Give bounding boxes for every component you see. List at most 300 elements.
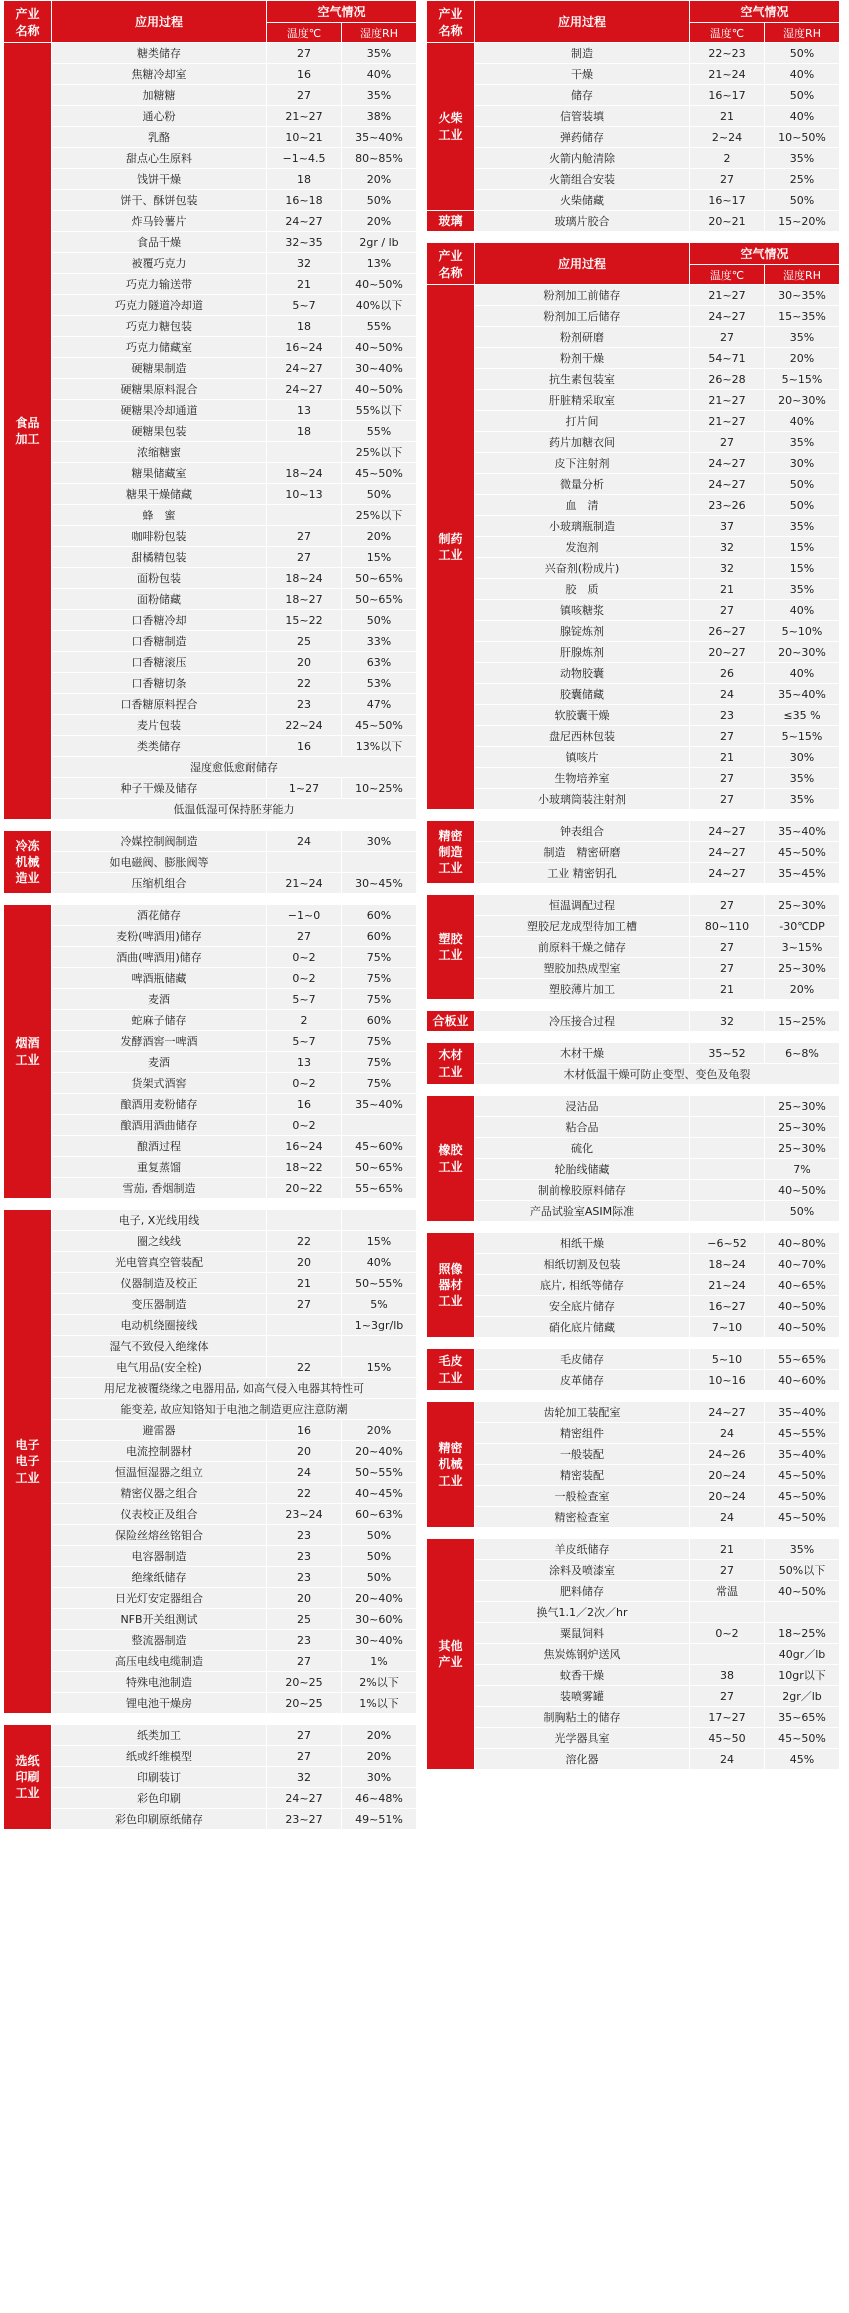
rh-cell: 50% [765,474,840,495]
temp-cell: 27 [267,926,342,947]
table-row [4,379,417,400]
industry-label: 火柴 工业 [427,43,475,211]
table-row [4,673,417,694]
table-row [427,1560,840,1581]
temp-cell: 23 [267,1525,342,1546]
rh-cell: 35~40% [342,127,417,148]
temp-cell [690,1096,765,1117]
rh-cell: 1%以下 [342,1693,417,1714]
process-cell: 酒花储存 [52,905,267,926]
process-cell: 食品干燥 [52,232,267,253]
table-row [427,1317,840,1338]
table-row [427,1465,840,1486]
temp-cell: 0~2 [267,1115,342,1136]
rh-cell: 40~50% [765,1317,840,1338]
process-cell: 咖啡粉包装 [52,526,267,547]
header-air: 空气情况 [690,1,840,23]
temp-cell: 27 [690,789,765,810]
process-cell: 甜点心生原料 [52,148,267,169]
process-cell: 一般检查室 [475,1486,690,1507]
rh-cell: 45~50% [765,1465,840,1486]
rh-cell: 50% [342,1567,417,1588]
table-row [4,1115,417,1136]
table-row [4,148,417,169]
process-cell: 塑胶薄片加工 [475,979,690,1000]
rh-cell: 40~50% [342,337,417,358]
temp-cell: 22 [267,673,342,694]
temp-cell: 21 [267,274,342,295]
table-row [427,1686,840,1707]
temp-cell: 13 [267,400,342,421]
process-cell: 硬糖果包装 [52,421,267,442]
temp-cell: 0~2 [267,1073,342,1094]
process-cell: 纸或纤维模型 [52,1746,267,1767]
temp-cell: 26 [690,663,765,684]
process-cell: 锂电池干燥房 [52,1693,267,1714]
rh-cell: 25% [765,169,840,190]
temp-cell: 27 [267,526,342,547]
rh-cell: -30℃DP [765,916,840,937]
table-row [427,1096,840,1117]
process-cell: 制造 精密研磨 [475,842,690,863]
temp-cell: 20 [267,1588,342,1609]
table-row [427,327,840,348]
rh-cell: 1% [342,1651,417,1672]
table-row [4,85,417,106]
temp-cell: 21~27 [690,285,765,306]
temp-cell: 13 [267,1052,342,1073]
rh-cell: 47% [342,694,417,715]
process-cell: 焦炭炼钢炉送风 [475,1644,690,1665]
temp-cell [690,1180,765,1201]
table-row [427,579,840,600]
rh-cell: 49~51% [342,1809,417,1830]
table-row [4,1462,417,1483]
table-row [427,1644,840,1665]
temp-cell: 24~27 [690,453,765,474]
rh-cell: 30% [765,747,840,768]
process-cell: NFB开关组测试 [52,1609,267,1630]
temp-cell: 2 [690,148,765,169]
temp-cell: 45~50 [690,1728,765,1749]
temp-cell: 20~27 [690,642,765,663]
process-cell: 酿酒过程 [52,1136,267,1157]
table-row [427,1749,840,1770]
temp-cell: 16 [267,64,342,85]
temp-cell: 25 [267,1609,342,1630]
temp-cell: 54~71 [690,348,765,369]
rh-cell: 30% [342,831,417,852]
process-cell: 恒温调配过程 [475,895,690,916]
rh-cell: 20% [342,211,417,232]
temp-cell: 16 [267,1420,342,1441]
header-air: 空气情况 [690,243,840,265]
temp-cell: 23 [267,1567,342,1588]
table-row [4,316,417,337]
table-row [4,1336,417,1357]
header-industry: 产业 名称 [427,243,475,285]
temp-cell: 23 [267,694,342,715]
process-cell: 压缩机组合 [52,873,267,894]
table-row [4,1210,417,1231]
temp-cell: 常温 [690,1581,765,1602]
table-row [4,852,417,873]
process-cell: 彩色印刷 [52,1788,267,1809]
process-cell: 玻璃片胶合 [475,211,690,232]
table-row [4,1031,417,1052]
temp-cell: 16~24 [267,1136,342,1157]
table-row [427,1296,840,1317]
temp-cell: 5~7 [267,295,342,316]
rh-cell: 20% [342,1746,417,1767]
rh-cell: 15% [342,1231,417,1252]
temp-cell: 27 [267,85,342,106]
temp-cell: 10~16 [690,1370,765,1391]
process-cell: 酿酒用麦粉储存 [52,1094,267,1115]
temp-cell [267,442,342,463]
table-row-full [4,757,417,778]
table-row [4,1294,417,1315]
rh-cell: 30~40% [342,1630,417,1651]
process-cell: 轮胎线储藏 [475,1159,690,1180]
process-cell: 发泡剂 [475,537,690,558]
table-row [4,1809,417,1830]
table-row [4,1672,417,1693]
process-cell: 纸类加工 [52,1725,267,1746]
table-row [4,1546,417,1567]
table-row [4,127,417,148]
industry-table [426,1538,840,1770]
industry-label: 其他 产业 [427,1539,475,1770]
temp-cell [267,1315,342,1336]
process-cell: 电流控制器材 [52,1441,267,1462]
temp-cell: 23~24 [267,1504,342,1525]
process-cell: 高压电线电缆制造 [52,1651,267,1672]
rh-cell: 40% [342,64,417,85]
table-row [4,547,417,568]
table-row [4,1567,417,1588]
industry-label: 照像 器材 工业 [427,1233,475,1338]
header-temp: 温度℃ [690,265,765,285]
temp-cell: 27 [690,937,765,958]
process-cell: 糖果储藏室 [52,463,267,484]
rh-cell: 40%以下 [342,295,417,316]
rh-cell: 7% [765,1159,840,1180]
industry-label: 毛皮 工业 [427,1349,475,1391]
rh-cell: 35% [765,516,840,537]
table-row [4,400,417,421]
process-cell: 粘合品 [475,1117,690,1138]
table-row [4,484,417,505]
rh-cell: 45~50% [342,715,417,736]
process-cell: 钟表组合 [475,821,690,842]
table-row [427,1043,840,1064]
rh-cell: 75% [342,1073,417,1094]
header-rh: 湿度RH [765,23,840,43]
temp-cell: 18 [267,421,342,442]
industry-label: 食品 加工 [4,43,52,820]
process-cell: 一般装配 [475,1444,690,1465]
table-row [4,526,417,547]
rh-cell: 13%以下 [342,736,417,757]
temp-cell: 2 [267,1010,342,1031]
rh-cell: 25%以下 [342,505,417,526]
rh-cell: 20% [765,348,840,369]
table-row [427,958,840,979]
rh-cell: 20~30% [765,642,840,663]
temp-cell: 27 [267,547,342,568]
rh-cell: 15~35% [765,306,840,327]
process-cell: 仪表校正及组合 [52,1504,267,1525]
table-row [427,1665,840,1686]
temp-cell: 16~17 [690,190,765,211]
table-row [4,905,417,926]
table-row [4,43,417,64]
rh-cell: 45~50% [342,463,417,484]
process-cell: 火箭组合安装 [475,169,690,190]
rh-cell: 2gr／lb [765,1686,840,1707]
rh-cell: 25~30% [765,1096,840,1117]
table-row [427,842,840,863]
table-row [427,1539,840,1560]
industry-label: 精密 制造 工业 [427,821,475,884]
process-cell: 变压器制造 [52,1294,267,1315]
rh-cell: 40~80% [765,1233,840,1254]
rh-cell [765,1602,840,1623]
table-row [4,778,417,799]
full-note-cell: 低温低湿可保持胚芽能力 [52,799,417,820]
temp-cell: 23 [690,705,765,726]
table-row [4,1693,417,1714]
temp-cell: 22 [267,1483,342,1504]
process-cell: 通心粉 [52,106,267,127]
temp-cell: 22 [267,1357,342,1378]
rh-cell: 50~55% [342,1462,417,1483]
rh-cell: 40~65% [765,1275,840,1296]
table-row [427,1201,840,1222]
rh-cell [342,1336,417,1357]
rh-cell: 13% [342,253,417,274]
rh-cell: 60% [342,926,417,947]
industry-label: 玻璃 [427,211,475,232]
industry-table [3,1209,417,1714]
temp-cell: 27 [690,1560,765,1581]
rh-cell: 45~50% [765,1486,840,1507]
temp-cell: −1~0 [267,905,342,926]
process-cell: 抗生素包装室 [475,369,690,390]
rh-cell: 35~40% [765,1444,840,1465]
process-cell: 酒曲(啤酒用)储存 [52,947,267,968]
process-cell: 血 清 [475,495,690,516]
process-cell: 精密组件 [475,1423,690,1444]
process-cell: 安全底片储存 [475,1296,690,1317]
rh-cell: ≤35 % [765,705,840,726]
rh-cell: 20% [342,169,417,190]
table-row [4,1525,417,1546]
rh-cell: 60% [342,905,417,926]
table-row [427,1275,840,1296]
rh-cell: 2gr / lb [342,232,417,253]
temp-cell: 24~27 [267,379,342,400]
table-row [4,1609,417,1630]
rh-cell: 40~50% [342,274,417,295]
temp-cell: 10~21 [267,127,342,148]
table-row [4,1788,417,1809]
industry-label: 塑胶 工业 [427,895,475,1000]
table-row [4,610,417,631]
process-cell: 齿轮加工装配室 [475,1402,690,1423]
rh-cell: 45% [765,1749,840,1770]
rh-cell: 25~30% [765,1117,840,1138]
table-row [427,85,840,106]
temp-cell: 27 [267,43,342,64]
process-cell: 口香糖滚压 [52,652,267,673]
table-row [4,358,417,379]
process-cell: 皮革储存 [475,1370,690,1391]
rh-cell: 20% [342,1420,417,1441]
process-cell: 火柴储藏 [475,190,690,211]
temp-cell [690,1138,765,1159]
rh-cell: 35~65% [765,1707,840,1728]
rh-cell: 6~8% [765,1043,840,1064]
table-row [4,831,417,852]
process-cell: 仪器制造及校正 [52,1273,267,1294]
temp-cell: 20~24 [690,1486,765,1507]
temp-cell: 24~27 [267,211,342,232]
rh-cell: 50~55% [342,1273,417,1294]
process-cell: 羊皮纸储存 [475,1539,690,1560]
rh-cell: 60% [342,1010,417,1031]
temp-cell: 24~27 [267,358,342,379]
temp-cell: 24~27 [690,1402,765,1423]
process-cell: 印刷装订 [52,1767,267,1788]
temp-cell: 24~27 [690,821,765,842]
process-cell: 兴奋剂(粉成片) [475,558,690,579]
table-row [427,663,840,684]
table-row [4,190,417,211]
temp-cell: 20~21 [690,211,765,232]
rh-cell: 55~65% [342,1178,417,1199]
table-row [4,211,417,232]
table-row-note [4,1399,417,1420]
rh-cell: 25~30% [765,895,840,916]
process-cell: 肥料储存 [475,1581,690,1602]
table-row [4,1315,417,1336]
industry-label: 精密 机械 工业 [427,1402,475,1528]
rh-cell: 63% [342,652,417,673]
rh-cell: 50% [765,190,840,211]
temp-cell: 10~13 [267,484,342,505]
temp-cell: 21~27 [690,390,765,411]
process-cell: 塑胶加热成型室 [475,958,690,979]
temp-cell: 27 [690,726,765,747]
process-cell: 蜂 蜜 [52,505,267,526]
industry-table [426,0,840,232]
rh-cell [342,852,417,873]
rh-cell: 55% [342,421,417,442]
table-row [427,1254,840,1275]
process-cell: 弹药储存 [475,127,690,148]
header-industry: 产业 名称 [4,1,52,43]
table-row [4,694,417,715]
header-temp: 温度℃ [267,23,342,43]
process-cell: 溶化器 [475,1749,690,1770]
table-row [4,421,417,442]
rh-cell: 20% [765,979,840,1000]
rh-cell: 75% [342,989,417,1010]
temp-cell [690,1117,765,1138]
process-cell: 粉剂干燥 [475,348,690,369]
rh-cell: 5% [342,1294,417,1315]
rh-cell: 3~15% [765,937,840,958]
temp-cell: 32 [690,558,765,579]
temp-cell: 27 [267,1725,342,1746]
temp-cell: 27 [690,958,765,979]
table-row [4,337,417,358]
temp-cell: 21~24 [267,873,342,894]
temp-cell: 21 [690,1539,765,1560]
temp-cell: 21~27 [267,106,342,127]
rh-cell: 50% [765,85,840,106]
rh-cell: 15% [765,537,840,558]
rh-cell: 20% [342,1725,417,1746]
industry-table [3,830,417,894]
process-cell: 腺锭炼剂 [475,621,690,642]
temp-cell [690,1644,765,1665]
table-row [4,589,417,610]
rh-cell: 1~3gr/lb [342,1315,417,1336]
table-row [4,1178,417,1199]
rh-cell: 35% [765,148,840,169]
rh-cell: 35% [765,789,840,810]
process-cell: 软胶囊干燥 [475,705,690,726]
process-cell: 日光灯安定器组合 [52,1588,267,1609]
process-cell: 木材干燥 [475,1043,690,1064]
temp-cell: 18~24 [690,1254,765,1275]
table-row [427,1444,840,1465]
temp-cell: 0~2 [267,968,342,989]
temp-cell: 2~24 [690,127,765,148]
table-row [4,1483,417,1504]
table-row [4,1231,417,1252]
table-row [427,747,840,768]
rh-cell: 45~50% [765,1507,840,1528]
industry-label: 制药 工业 [427,285,475,810]
process-cell: 塑胶尼龙成型待加工槽 [475,916,690,937]
rh-cell: 5~15% [765,369,840,390]
table-row [4,274,417,295]
rh-cell: 50% [342,484,417,505]
rh-cell: 50% [342,190,417,211]
industry-table [426,1042,840,1085]
temp-cell: 27 [267,1294,342,1315]
process-cell: 雪茄, 香烟制造 [52,1178,267,1199]
process-cell: 电动机绕圈接线 [52,1315,267,1336]
table-row [427,1180,840,1201]
header-air: 空气情况 [267,1,417,23]
rh-cell: 15% [765,558,840,579]
rh-cell: 60~63% [342,1504,417,1525]
table-row [427,211,840,232]
temp-cell: 21 [690,979,765,1000]
rh-cell: 20% [342,526,417,547]
process-cell: 发酵酒窖一啤酒 [52,1031,267,1052]
rh-cell: 55% [342,316,417,337]
temp-cell: 20 [267,1252,342,1273]
industry-label: 冷冻 机械 造业 [4,831,52,894]
table-row [427,789,840,810]
rh-cell: 40~60% [765,1370,840,1391]
